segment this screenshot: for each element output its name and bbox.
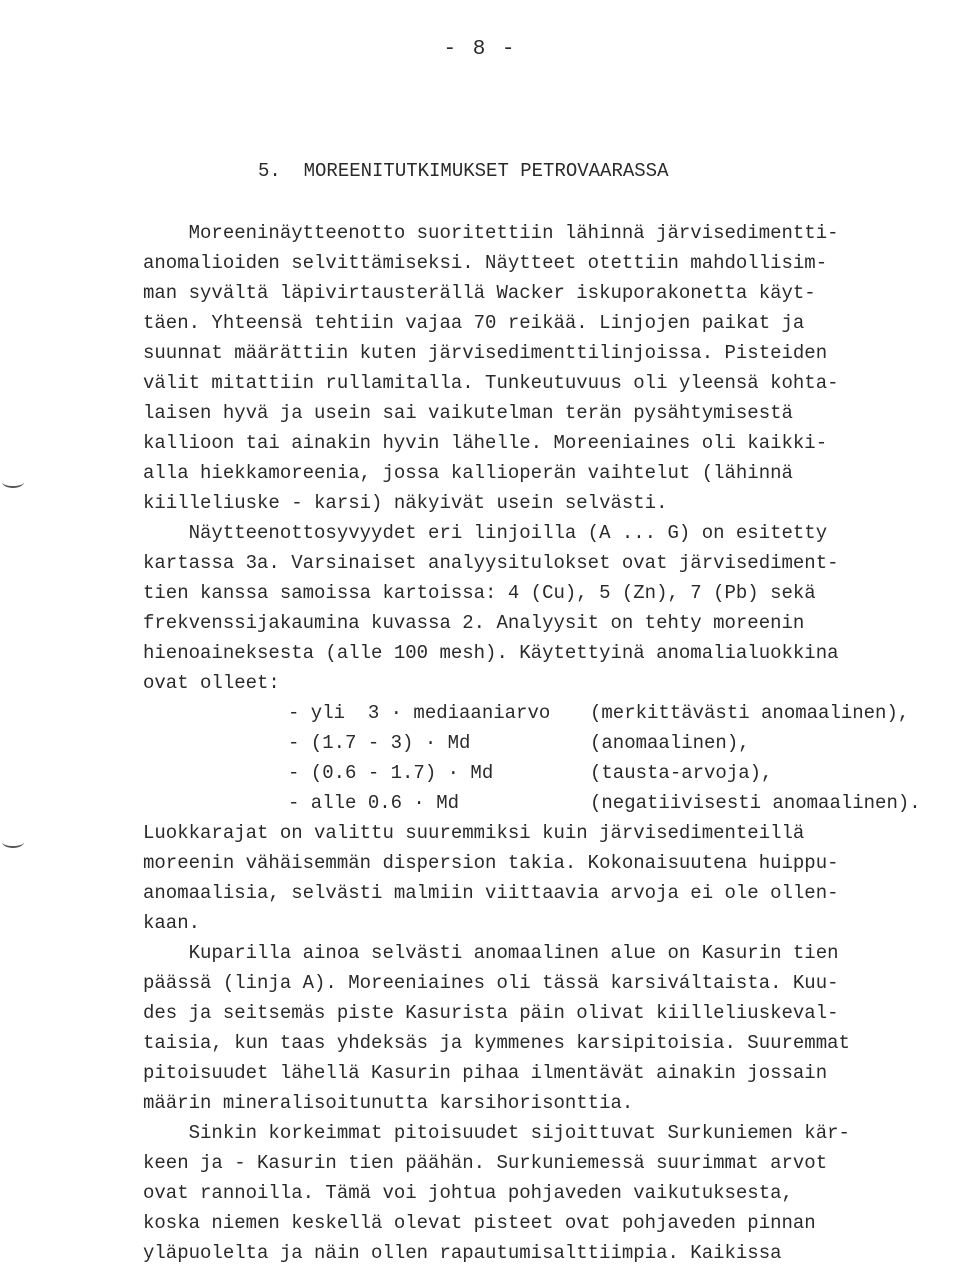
text-line: anomalioiden selvittämiseksi. Näytteet otettiin mahdollisim- bbox=[143, 252, 828, 274]
text-line: hienoaineksesta (alle 100 mesh). Käytettyinä anomalialuokkina bbox=[143, 642, 839, 664]
text-line: des ja seitsemäs piste Kasurista päin olivat kiilleliuskeval- bbox=[143, 1002, 839, 1024]
margin-mark bbox=[2, 476, 24, 488]
text-line: välit mitattiin rullamitalla. Tunkeutuvuus oli yleensä kohta- bbox=[143, 372, 839, 394]
text-line: frekvenssijakaumina kuvassa 2. Analyysit on tehty moreenin bbox=[143, 612, 805, 634]
class-range: - yli 3 · mediaaniarvo bbox=[288, 702, 551, 724]
class-label: (anomaalinen), bbox=[590, 732, 750, 754]
class-range: - (0.6 - 1.7) · Md bbox=[288, 762, 494, 784]
section-heading: 5. MOREENITUTKIMUKSET PETROVAARASSA bbox=[258, 160, 669, 182]
text-line: kiilleliuske - karsi) näkyivät usein selvästi. bbox=[143, 492, 668, 514]
text-line: Sinkin korkeimmat pitoisuudet sijoittuvat Surkuniemen kär- bbox=[143, 1122, 850, 1144]
text-line: Moreeninäytteenotto suoritettiin lähinnä järvisedimentti- bbox=[143, 222, 839, 244]
class-label: (tausta-arvoja), bbox=[590, 762, 773, 784]
text-line: ovat olleet: bbox=[143, 672, 280, 694]
text-line: kallioon tai ainakin hyvin lähelle. Moreeniaines oli kaikki- bbox=[143, 432, 828, 454]
class-range: - (1.7 - 3) · Md bbox=[288, 732, 471, 754]
text-line: kartassa 3a. Varsinaiset analyysitulokset ovat järvisediment- bbox=[143, 552, 839, 574]
text-line: taisia, kun taas yhdeksäs ja kymmenes karsipitoisia. Suuremmat bbox=[143, 1032, 850, 1054]
text-line: keen ja - Kasurin tien päähän. Surkuniemessä suurimmat arvot bbox=[143, 1152, 828, 1174]
text-line: koska niemen keskellä olevat pisteet ovat pohjaveden pinnan bbox=[143, 1212, 816, 1234]
text-line: päässä (linja A). Moreeniaines oli tässä karsiváltaista. Kuu- bbox=[143, 972, 839, 994]
class-label: (negatiivisesti anomaalinen). bbox=[590, 792, 921, 814]
text-line: Luokkarajat on valittu suuremmiksi kuin järvisedimenteillä bbox=[143, 822, 805, 844]
text-line: alla hiekkamoreenia, jossa kallioperän vaihtelut (lähinnä bbox=[143, 462, 793, 484]
text-line: ovat rannoilla. Tämä voi johtua pohjaveden vaikutuksesta, bbox=[143, 1182, 793, 1204]
class-range: - alle 0.6 · Md bbox=[288, 792, 460, 814]
text-line: Näytteenottosyvyydet eri linjoilla (A ... G) on esitetty bbox=[143, 522, 828, 544]
text-line: laisen hyvä ja usein sai vaikutelman terän pysähtymisestä bbox=[143, 402, 793, 424]
page-number: - 8 - bbox=[443, 38, 517, 61]
text-line: Kuparilla ainoa selvästi anomaalinen alue on Kasurin tien bbox=[143, 942, 839, 964]
text-line: täen. Yhteensä tehtiin vajaa 70 reikää. Linjojen paikat ja bbox=[143, 312, 805, 334]
text-line: määrin mineralisoitunutta karsihorisonttia. bbox=[143, 1092, 634, 1114]
text-line: suunnat määrättiin kuten järvisedimenttilinjoissa. Pisteiden bbox=[143, 342, 828, 364]
text-line: pitoisuudet lähellä Kasurin pihaa ilmentävät ainakin jossain bbox=[143, 1062, 828, 1084]
text-line: moreenin vähäisemmän dispersion takia. Kokonaisuutena huippu- bbox=[143, 852, 839, 874]
text-line: kaan. bbox=[143, 912, 201, 934]
margin-mark bbox=[2, 836, 24, 848]
text-line: tien kanssa samoissa kartoissa: 4 (Cu), 5 (Zn), 7 (Pb) sekä bbox=[143, 582, 816, 604]
text-line: anomaalisia, selvästi malmiin viittaavia arvoja ei ole ollen- bbox=[143, 882, 839, 904]
text-line: man syvältä läpivirtausterällä Wacker iskuporakonetta käyt- bbox=[143, 282, 816, 304]
class-label: (merkittävästi anomaalinen), bbox=[590, 702, 910, 724]
text-line: yläpuolelta ja näin ollen rapautumisalttiimpia. Kaikissa bbox=[143, 1242, 782, 1264]
